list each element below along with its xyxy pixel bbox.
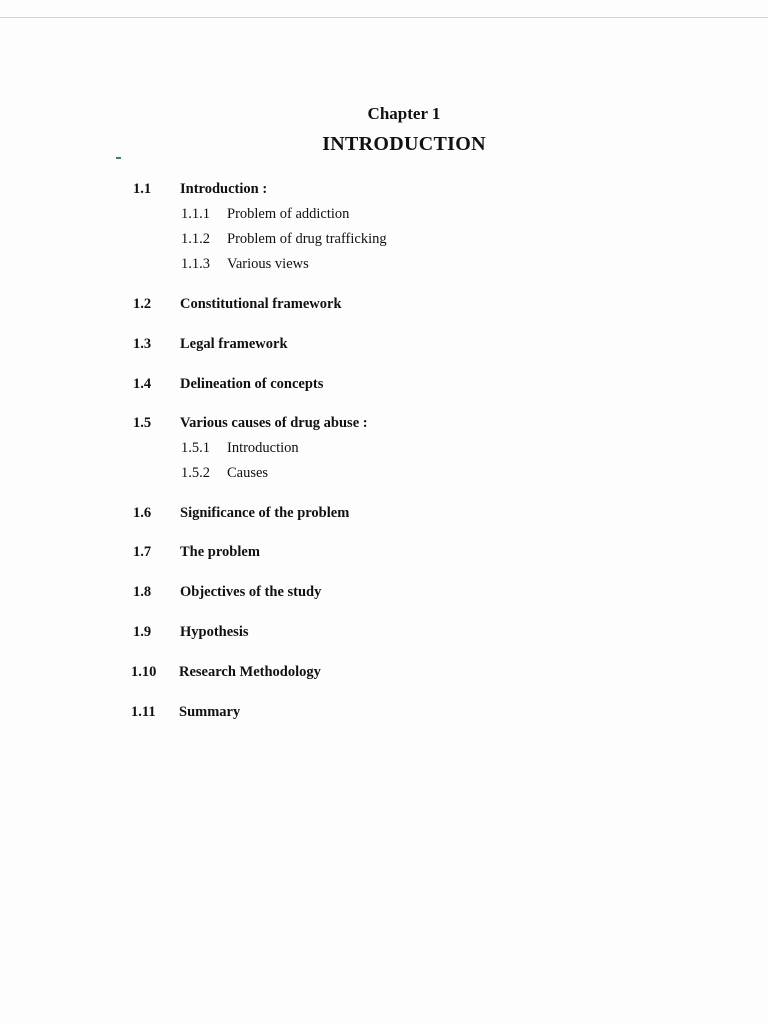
toc-entry-title: Constitutional framework	[180, 296, 342, 312]
toc-entry-title: Various causes of drug abuse :	[180, 415, 368, 431]
toc-entry-number: 1.10	[131, 664, 157, 680]
chapter-title: INTRODUCTION	[322, 133, 486, 155]
chapter-label: Chapter 1	[367, 104, 441, 123]
toc-entry-title: Significance of the problem	[180, 505, 350, 521]
toc-entry-number: 1.7	[133, 544, 152, 560]
toc-entry-number: 1.3	[133, 336, 152, 352]
toc-entry-number: 1.8	[133, 584, 152, 600]
scan-mark	[116, 157, 121, 159]
toc-subentry-number: 1.5.1	[181, 440, 210, 456]
toc-subentry-number: 1.1.2	[181, 231, 210, 247]
toc-entry-title: Introduction :	[180, 181, 268, 197]
toc-subentry-title: Problem of drug trafficking	[227, 231, 387, 247]
toc-entry-title: Summary	[179, 704, 241, 720]
toc-entry-title: Research Methodology	[179, 664, 321, 680]
toc-entry-number: 1.2	[133, 296, 152, 312]
toc-subentry-title: Introduction	[227, 440, 299, 456]
toc-entry-title: Delineation of concepts	[180, 376, 324, 392]
toc-subentry-title: Various views	[227, 256, 309, 272]
toc-subentry-number: 1.5.2	[181, 465, 210, 481]
toc-subentry-title: Problem of addiction	[227, 206, 350, 222]
toc-entry-number: 1.6	[133, 505, 152, 521]
toc-entry-title: Legal framework	[180, 336, 288, 352]
toc-entry-number: 1.1	[133, 181, 152, 197]
toc-subentry-number: 1.1.1	[181, 206, 210, 222]
toc-entry-number: 1.4	[133, 376, 152, 392]
toc-entry-number: 1.5	[133, 415, 152, 431]
toc-entry-title: The problem	[180, 544, 260, 560]
toc-entry-number: 1.9	[133, 624, 152, 640]
toc-subentry-number: 1.1.3	[181, 256, 210, 272]
scan-edge-line	[0, 17, 768, 18]
toc-entry-title: Objectives of the study	[180, 584, 322, 600]
toc-subentry-title: Causes	[227, 465, 269, 481]
toc-entry-number: 1.11	[131, 704, 156, 720]
toc-entry-title: Hypothesis	[180, 624, 249, 640]
